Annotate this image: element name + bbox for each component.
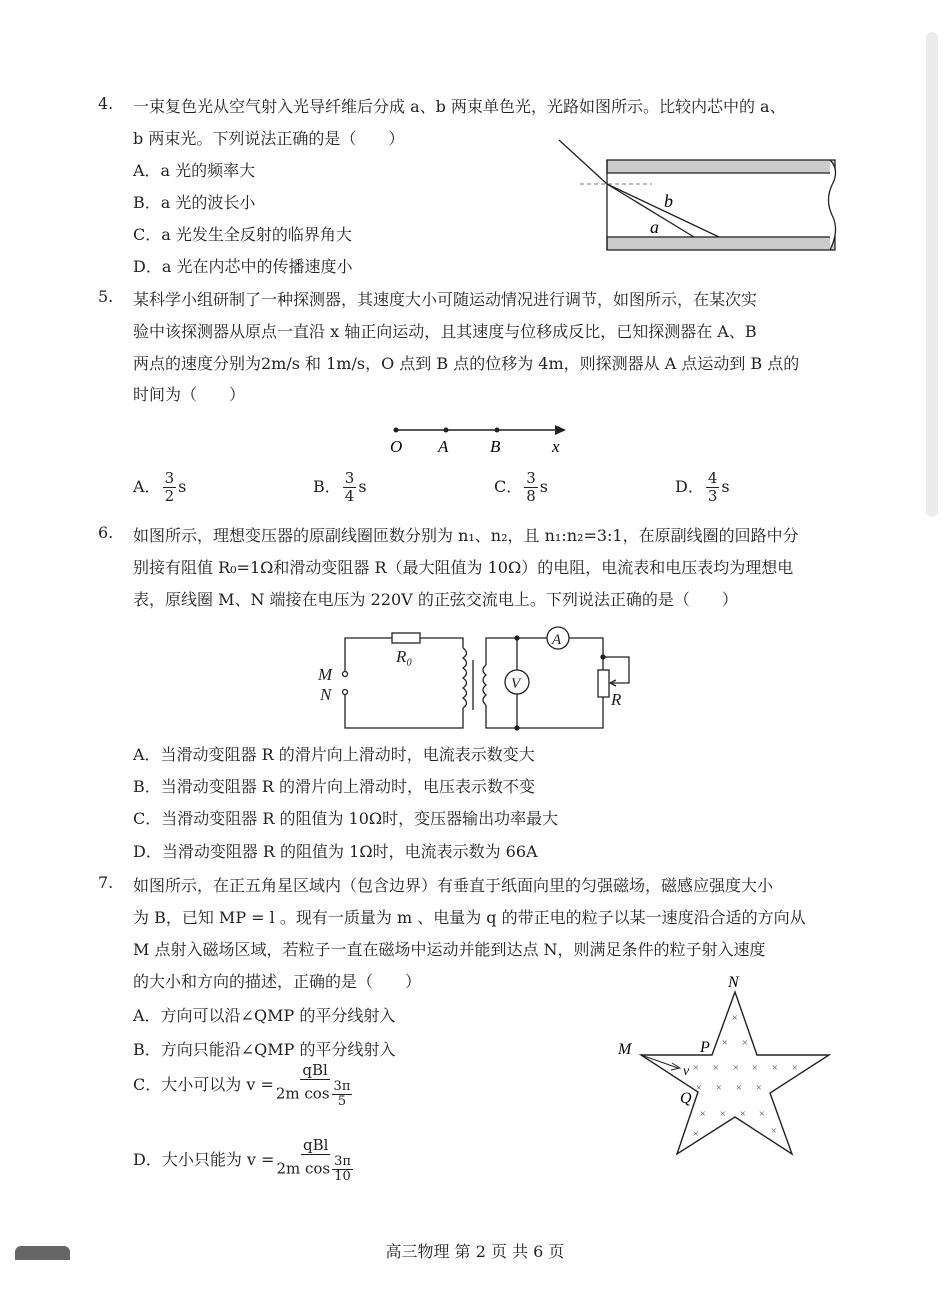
q7-line: 的大小和方向的描述，正确的是（ ）	[133, 972, 422, 991]
svg-text:×: ×	[712, 1062, 720, 1074]
q4-line: b 两束光。下列说法正确的是（ ）	[133, 129, 405, 148]
scrollbar[interactable]	[926, 32, 938, 517]
svg-text:×: ×	[732, 1062, 740, 1074]
svg-text:×: ×	[692, 1128, 700, 1140]
svg-text:×: ×	[770, 1125, 778, 1137]
svg-text:×: ×	[751, 1062, 759, 1074]
svg-text:x: x	[552, 437, 560, 456]
q5-number: 5.	[98, 287, 114, 306]
q5-line: 某科学小组研制了一种探测器，其速度大小可随运动情况进行调节，如图所示，在某次实	[133, 290, 758, 309]
svg-text:M: M	[318, 665, 333, 684]
q7-line: 为 B，已知 MP = l 。现有一质量为 m 、电量为 q 的带正电的粒子以某一速度沿合适的方向从	[133, 908, 806, 927]
q6-number: 6.	[98, 523, 114, 542]
svg-text:×: ×	[771, 1062, 779, 1074]
svg-text:×: ×	[699, 1108, 707, 1120]
optical-fiber-figure	[540, 110, 850, 260]
q6-line: 如图所示，理想变压器的原副线圈匝数分别为 n₁、n₂，且 n₁:n₂=3:1，在原副线圈的回路中分	[133, 526, 799, 545]
q4-line: 一束复色光从空气射入光导纤维后分成 a、b 两束单色光，光路如图所示。比较内芯中的 a、	[133, 97, 786, 116]
q5-line: 时间为（ ）	[133, 385, 246, 404]
svg-text:×: ×	[721, 1037, 729, 1049]
svg-text:×: ×	[739, 1108, 747, 1120]
svg-text:×: ×	[755, 1082, 763, 1094]
svg-text:P: P	[700, 1039, 710, 1056]
q4-number: 4.	[98, 94, 114, 113]
q7-number: 7.	[98, 873, 114, 892]
svg-text:A: A	[438, 437, 449, 456]
q6-option-b: B．当滑动变阻器 R 的滑片向上滑动时，电压表示数不变	[133, 777, 535, 796]
q7-line: M 点射入磁场区域，若粒子一直在磁场中运动并能到达点 N，则满足条件的粒子射入速度	[133, 940, 766, 959]
q7-line: 如图所示，在正五角星区域内（包含边界）有垂直于纸面向里的匀强磁场，磁感应强度大小	[133, 876, 774, 895]
svg-text:×: ×	[692, 1062, 700, 1074]
number-line-figure	[380, 418, 580, 458]
q6-option-d: D．当滑动变阻器 R 的阻值为 1Ω时，电流表示数为 66A	[133, 842, 538, 861]
svg-text:M: M	[618, 1041, 632, 1058]
svg-text:Q: Q	[680, 1090, 692, 1107]
svg-text:v: v	[683, 1064, 690, 1079]
q4-option-a: A．a 光的频率大	[133, 161, 256, 180]
svg-text:×: ×	[719, 1108, 727, 1120]
svg-text:N: N	[320, 685, 332, 704]
label-a: a	[650, 217, 659, 237]
svg-text:×: ×	[731, 1012, 739, 1024]
q7-option-d: D．大小只能为 v = qBl 2m cos $\frac{3\pi}{10}$	[133, 1136, 351, 1184]
star-field-figure	[600, 960, 850, 1160]
svg-text:×: ×	[791, 1062, 799, 1074]
q6-line: 别接有阻值 R₀=1Ω和滑动变阻器 R（最大阻值为 10Ω）的电阻，电流表和电压表均为理想电	[133, 558, 794, 577]
svg-text:×: ×	[695, 1082, 703, 1094]
q4-option-d: D．a 光在内芯中的传播速度小	[133, 257, 353, 276]
page-footer: 高三物理 第 2 页 共 6 页	[385, 1242, 565, 1261]
q5-option-a: A． $\frac{3}{2}$ s	[133, 469, 187, 505]
q5-line: 验中该探测器从原点一直沿 x 轴正向运动，且其速度与位移成反比，已知探测器在 A、B	[133, 322, 757, 341]
q6-option-a: A．当滑动变阻器 R 的滑片向上滑动时，电流表示数变大	[133, 745, 535, 764]
q5-option-b: B． $\frac{3}{4}$ s	[313, 469, 367, 505]
q4-option-b: B．a 光的波长小	[133, 193, 256, 212]
svg-text:R₀: R₀	[396, 647, 413, 666]
svg-text:×: ×	[758, 1108, 766, 1120]
svg-text:×: ×	[741, 1037, 749, 1049]
svg-text:V: V	[511, 676, 521, 692]
svg-text:×: ×	[715, 1082, 723, 1094]
q7-option-b: B．方向只能沿∠QMP 的平分线射入	[133, 1040, 396, 1059]
q5-line: 两点的速度分别为2m/s 和 1m/s，O 点到 B 点的位移为 4m，则探测器从 A 点运动到 B 点的	[133, 354, 800, 373]
svg-text:R: R	[611, 690, 622, 709]
label-b: b	[664, 191, 673, 211]
q5-option-c: C． $\frac{3}{8}$ s	[494, 469, 549, 505]
svg-text:×: ×	[735, 1082, 743, 1094]
q7-option-c: C．大小可以为 v = qBl 2m cos $\frac{3\pi}{5}$	[133, 1061, 351, 1109]
svg-text:B: B	[490, 437, 501, 456]
svg-text:O: O	[390, 437, 403, 456]
transformer-circuit-figure	[300, 620, 650, 740]
q6-option-c: C．当滑动变阻器 R 的阻值为 10Ω时，变压器输出功率最大	[133, 809, 559, 828]
q7-option-a: A．方向可以沿∠QMP 的平分线射入	[133, 1006, 396, 1025]
svg-text:N: N	[728, 974, 739, 991]
bottom-tab-handle[interactable]	[15, 1246, 70, 1260]
q4-option-c: C．a 光发生全反射的临界角大	[133, 225, 352, 244]
q5-option-d: D． $\frac{4}{3}$ s	[675, 469, 730, 505]
q6-line: 表，原线圈 M、N 端接在电压为 220V 的正弦交流电上。下列说法正确的是（ ）	[133, 590, 738, 609]
svg-text:A: A	[552, 632, 562, 648]
